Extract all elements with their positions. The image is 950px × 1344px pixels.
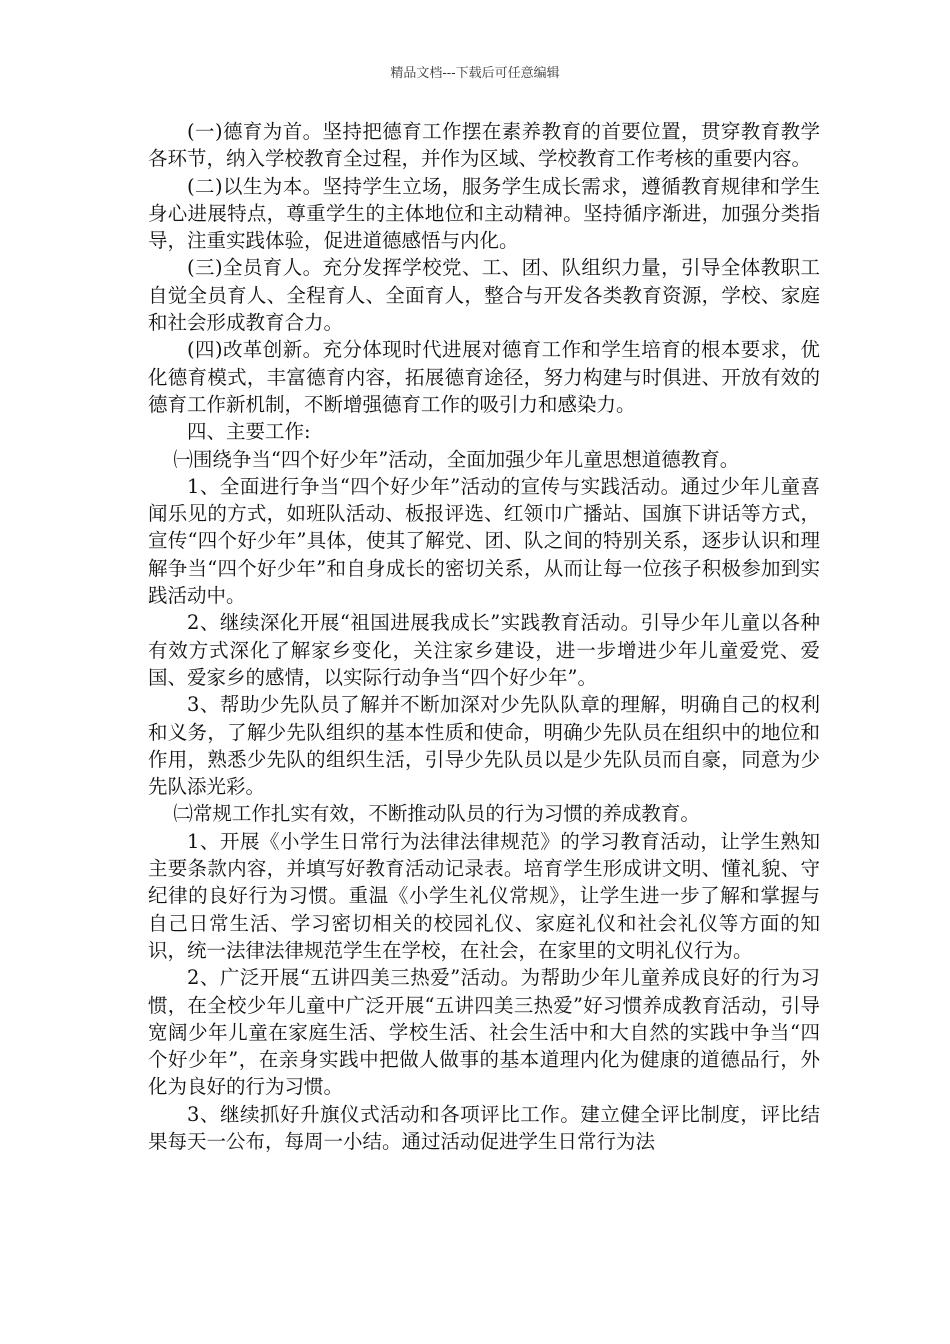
section-heading-main-work: 四、主要工作: <box>187 420 311 444</box>
paragraph-item-1-1: 1、全面进行争当“四个好少年”活动的宣传与实践活动。通过少年儿童喜闻乐见的方式，如班队活动、板报评选、红领巾广播站、国旗下讲话等方式，宣传“四个好少年”具体，使其了解党、团、队之间的特别关系，逐步认识和理解争当“四个好少年”和自身成长的密切关系，从而让每一位孩子积极参加到实践活动中。 <box>148 474 820 608</box>
paragraph-principle-2: (二)以生为本。坚持学生立场，服务学生成长需求，遵循教育规律和学生身心进展特点，尊重学生的主体地位和主动精神。坚持循序渐进，加强分类指导，注重实践体验，促进道德感悟与内化。 <box>148 174 820 253</box>
paragraph-item-2-1: 1、开展《小学生日常行为法律法律规范》的学习教育活动，让学生熟知主要条款内容，并填写好教育活动记录表。培育学生形成讲文明、懂礼貌、守纪律的良好行为习惯。重温《小学生礼仪常规》，让学生进一步了解和掌握与自己日常生活、学习密切相关的校园礼仪、家庭礼仪和社会礼仪等方面的知识，统一法律法律规范学生在学校，在社会，在家里的文明礼仪行为。 <box>148 829 820 962</box>
document-body <box>148 118 820 1155</box>
page-header: 精品文档---下载后可任意编辑 <box>390 66 560 81</box>
paragraph-principle-4: (四)改革创新。充分体现时代进展对德育工作和学生培育的根本要求，优化德育模式，丰富德育内容，拓展德育途径，努力构建与时俱进、开放有效的德育工作新机制，不断增强德育工作的吸引力和感染力。 <box>148 338 820 416</box>
paragraph-item-2-3: 3、继续抓好升旗仪式活动和各项评比工作。建立健全评比制度，评比结果每天一公布，每周一小结。通过活动促进学生日常行为法 <box>148 1102 820 1153</box>
paragraph-item-1-3: 3、帮助少先队员了解并不断加深对少先队队章的理解，明确自己的权利和义务，了解少先队组织的基本性质和使命，明确少先队员在组织中的地位和作用，熟悉少先队的组织生活，引导少先队员以是少先队员而自豪，同意为少先队添光彩。 <box>148 693 820 799</box>
subsection-heading-2: ㈡常规工作扎实有效，不断推动队员的行为习惯的养成教育。 <box>173 802 700 826</box>
paragraph-item-1-2: 2、继续深化开展“祖国进展我成长”实践教育活动。引导少年儿童以各种有效方式深化了解家乡变化，关注家乡建设，进一步增进少年儿童爱党、爱国、爱家乡的感情，以实际行动争当“四个好少年”。 <box>148 611 820 689</box>
paragraph-item-2-2: 2、广泛开展“五讲四美三热爱”活动。为帮助少年儿童养成良好的行为习惯，在全校少年儿童中广泛开展“五讲四美三热爱”好习惯养成教育活动，引导宽阔少年儿童在家庭生活、学校生活、社会生活中和大自然的实践中争当“四个好少年”，在亲身实践中把做人做事的基本道理内化为健康的道德品行，外化为良好的行为习惯。 <box>148 966 820 1099</box>
subsection-heading-1: ㈠围绕争当“四个好少年”活动，全面加强少年儿童思想道德教育。 <box>173 447 740 471</box>
paragraph-principle-3: (三)全员育人。充分发挥学校党、工、团、队组织力量，引导全体教职工自觉全员育人、全程育人、全面育人，整合与开发各类教育资源，学校、家庭和社会形成教育合力。 <box>148 256 820 335</box>
paragraph-principle-1: (一)德育为首。坚持把德育工作摆在素养教育的首要位置，贯穿教育教学各环节，纳入学校教育全过程，并作为区域、学校教育工作考核的重要内容。 <box>148 120 820 171</box>
